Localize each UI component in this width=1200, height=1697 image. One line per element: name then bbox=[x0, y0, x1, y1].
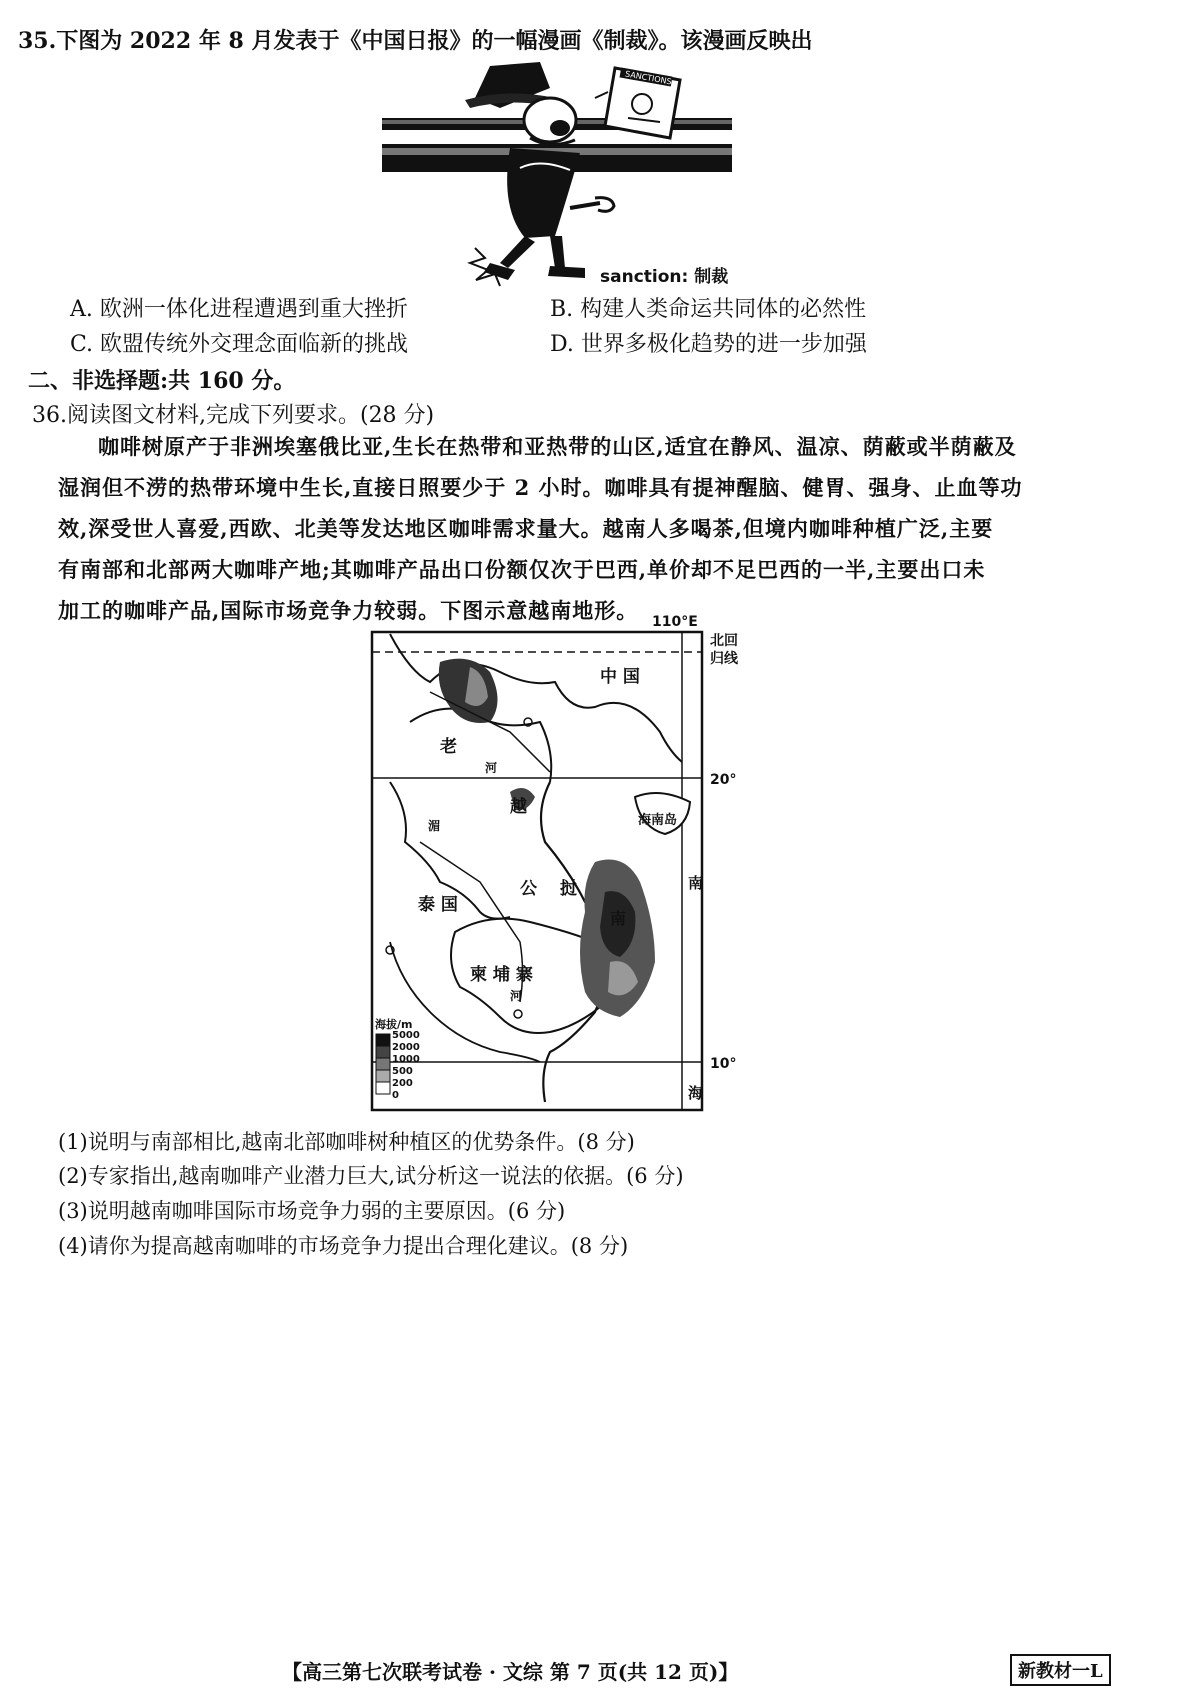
passage-line-4: 有南部和北部两大咖啡产地;其咖啡产品出口份额仅次于巴西,单价却不足巴西的一半,主要出口未 bbox=[58, 557, 986, 582]
passage-line-5: 加工的咖啡产品,国际市场竞争力较弱。下图示意越南地形。 bbox=[58, 598, 639, 623]
legend-value-3: 500 bbox=[392, 1066, 413, 1077]
lat20-label: 20° bbox=[710, 772, 737, 788]
legend-value-1: 2000 bbox=[392, 1042, 420, 1053]
section-heading: 二、非选择题:共 160 分。 bbox=[28, 368, 296, 394]
lon-label: 110°E bbox=[652, 614, 698, 630]
option-c: C. 欧盟传统外交理念面临新的挑战 bbox=[70, 332, 409, 357]
china-label: 中 国 bbox=[600, 667, 640, 687]
cartoon-caption: sanction: 制裁 bbox=[600, 267, 729, 287]
cartoon-sign-text: SANCTIONS bbox=[624, 69, 673, 87]
legend-title: 海拔/m bbox=[375, 1018, 413, 1031]
legend-value-4: 200 bbox=[392, 1078, 413, 1089]
legend-value-0: 5000 bbox=[392, 1030, 420, 1041]
sanctions-cartoon bbox=[380, 58, 740, 288]
tropic-label-2: 归线 bbox=[710, 651, 738, 667]
nan-side-label: 南 bbox=[688, 874, 704, 892]
yue-label: 越 bbox=[510, 797, 527, 817]
thailand-label: 泰 国 bbox=[418, 895, 458, 915]
lat10-label: 10° bbox=[710, 1056, 737, 1072]
lao-label: 老 bbox=[440, 737, 457, 757]
hainan-label: 海南岛 bbox=[638, 813, 678, 828]
option-d: D. 世界多极化趋势的进一步加强 bbox=[550, 332, 867, 357]
passage-line-1: 咖啡树原产于非洲埃塞俄比亚,生长在热带和亚热带的山区,适宜在静风、温凉、荫蔽或半荫蔽及 bbox=[98, 434, 1017, 459]
sub-question-1: (1)说明与南部相比,越南北部咖啡树种植区的优势条件。(8 分) bbox=[58, 1130, 635, 1154]
sub-question-4: (4)请你为提高越南咖啡的市场竞争力提出合理化建议。(8 分) bbox=[58, 1234, 629, 1258]
cambodia-label: 柬 埔 寨 bbox=[470, 965, 533, 985]
legend-value-2: 1000 bbox=[392, 1054, 420, 1065]
option-a: A. 欧洲一体化进程遭遇到重大挫折 bbox=[70, 297, 408, 322]
passage-line-2: 湿润但不涝的热带环境中生长,直接日照要少于 2 小时。咖啡具有提神醒脑、健胃、强身、止血等功 bbox=[58, 475, 1023, 500]
option-b: B. 构建人类命运共同体的必然性 bbox=[550, 297, 867, 322]
sub-question-2: (2)专家指出,越南咖啡产业潜力巨大,试分析这一说法的依据。(6 分) bbox=[58, 1164, 684, 1188]
legend-value-5: 0 bbox=[392, 1090, 399, 1101]
river-label-3: 河 bbox=[510, 989, 523, 1003]
vietnam-terrain-map bbox=[370, 612, 770, 1112]
q35-stem: 35.下图为 2022 年 8 月发表于《中国日报》的一幅漫画《制裁》。该漫画反映出 bbox=[18, 28, 813, 54]
edition-tag: 新教材一L bbox=[1010, 1654, 1111, 1686]
river-label-2: 湄 bbox=[428, 819, 441, 833]
passage-line-3: 效,深受世人喜爱,西欧、北美等发达地区咖啡需求量大。越南人多喝茶,但境内咖啡种植广泛,主要 bbox=[58, 516, 994, 541]
q36-stem: 36.阅读图文材料,完成下列要求。(28 分) bbox=[32, 403, 435, 428]
page-footer: 【高三第七次联考试卷 · 文综 第 7 页(共 12 页)】 bbox=[282, 1660, 739, 1684]
nan-land-label: 南 bbox=[610, 909, 627, 928]
gong-label: 公 bbox=[520, 879, 537, 899]
sub-question-3: (3)说明越南咖啡国际市场竞争力弱的主要原因。(6 分) bbox=[58, 1199, 566, 1223]
wo-label: 挝 bbox=[560, 879, 577, 899]
tropic-label-1: 北回 bbox=[710, 633, 738, 649]
river-label-1: 河 bbox=[485, 761, 498, 775]
hai-side-label: 海 bbox=[688, 1084, 704, 1102]
